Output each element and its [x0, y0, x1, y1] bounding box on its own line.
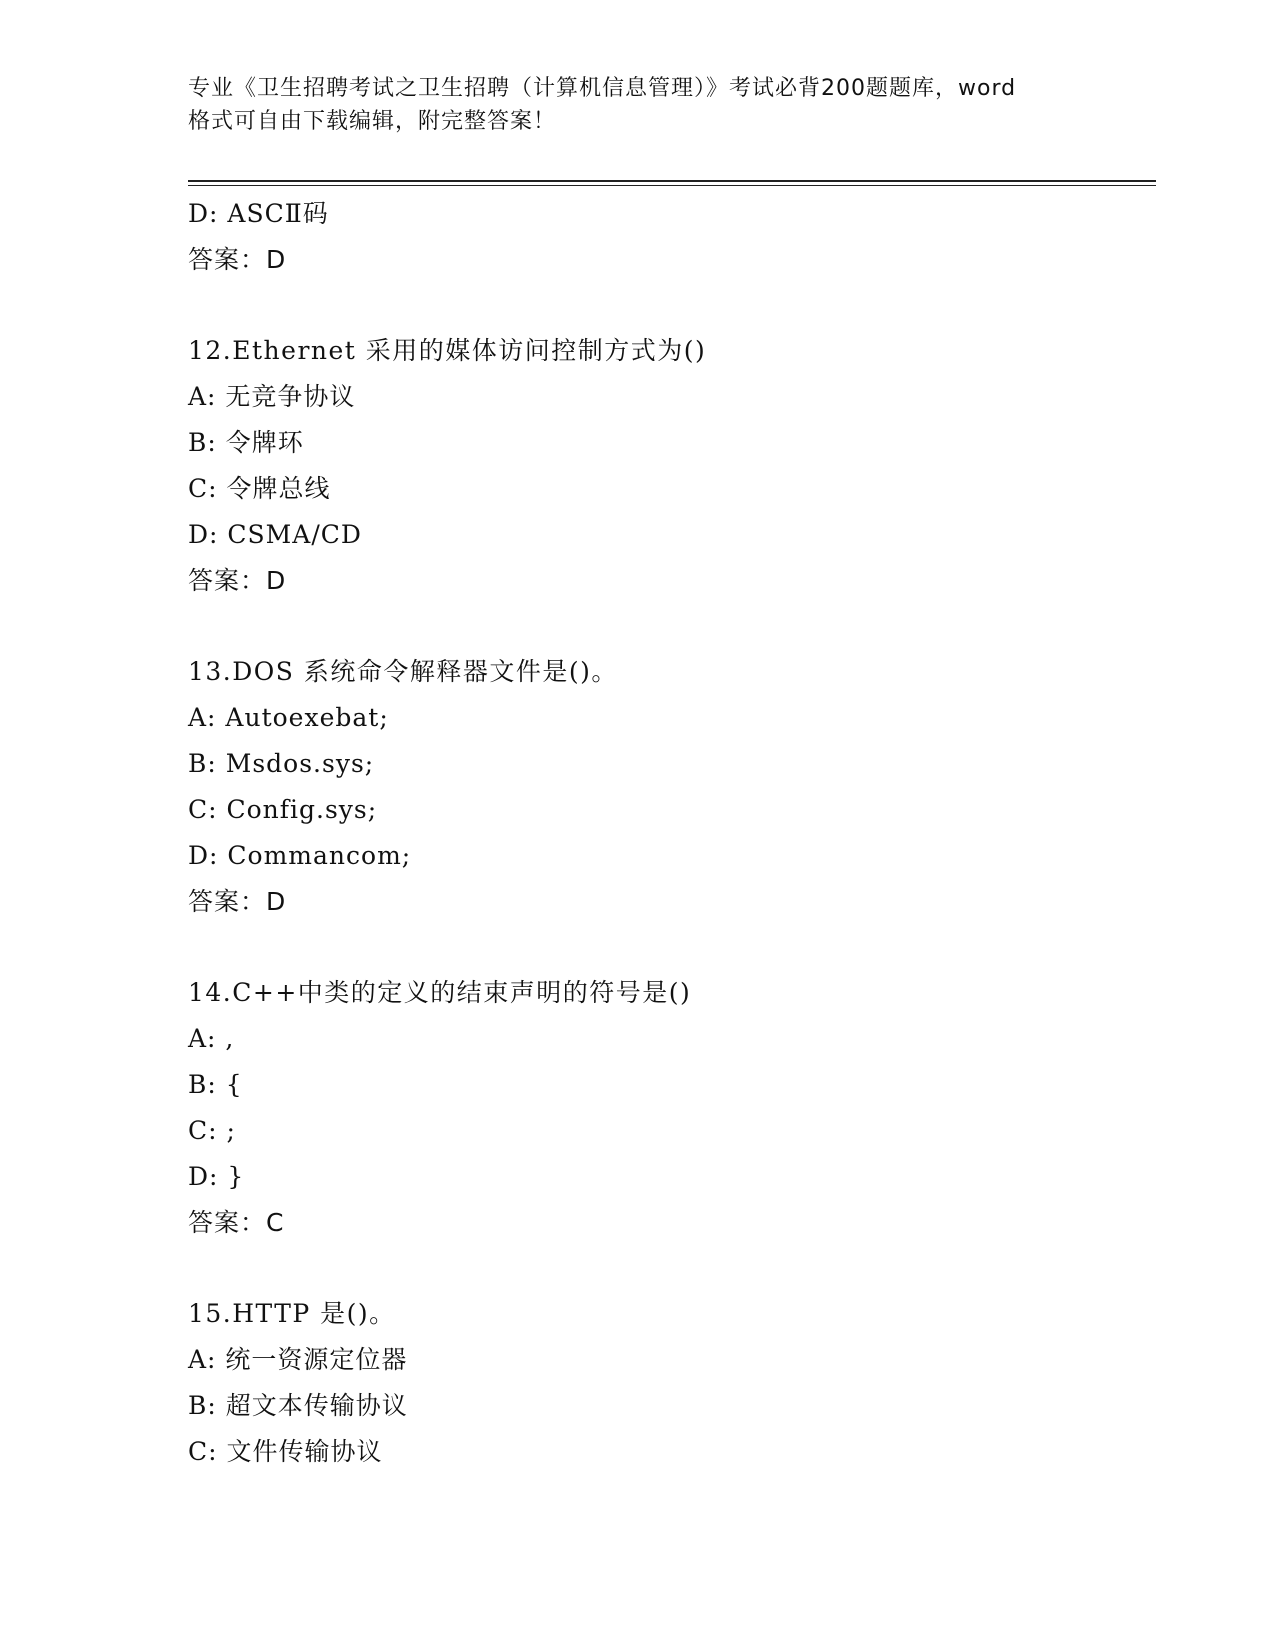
question-stem: 14.C++中类的定义的结束声明的符号是() [188, 978, 692, 1007]
answer-line: 答案：D [188, 887, 287, 916]
option-b: B: Msdos.sys; [188, 749, 375, 778]
option-c: C: ; [188, 1116, 236, 1145]
answer-line: 答案：D [188, 245, 287, 274]
spacer [188, 925, 1148, 970]
header-line-1: 专业《卫生招聘考试之卫生招聘（计算机信息管理）》考试必背200题题库，word [188, 76, 1017, 101]
option-a: A: 无竞争协议 [188, 382, 356, 411]
option-d: D: } [188, 1162, 245, 1191]
option-d: D: CSMA/CD [188, 520, 362, 549]
question-11-tail [188, 191, 1148, 283]
option-b: B: 超文本传输协议 [188, 1391, 408, 1420]
spacer [188, 604, 1148, 649]
header-divider-thick [188, 180, 1156, 182]
option-a: A: , [188, 1024, 235, 1053]
document-header [188, 72, 1088, 138]
spacer [188, 283, 1148, 328]
question-stem: 13.DOS 系统命令解释器文件是()。 [188, 657, 618, 686]
answer-line: 答案：D [188, 566, 287, 595]
question-stem: 15.HTTP 是()。 [188, 1299, 396, 1328]
answer-line: 答案：C [188, 1208, 285, 1237]
header-divider-thin [188, 185, 1156, 186]
header-line-2: 格式可自由下载编辑，附完整答案！ [188, 109, 557, 134]
option-c: C: 令牌总线 [188, 474, 331, 503]
option-d: D: ASCⅡ码 [188, 199, 329, 228]
spacer [188, 1246, 1148, 1291]
question-13 [188, 649, 1148, 925]
option-a: A: Autoexebat; [188, 703, 389, 732]
question-stem: 12.Ethernet 采用的媒体访问控制方式为() [188, 336, 707, 365]
option-c: C: Config.sys; [188, 795, 378, 824]
option-b: B: 令牌环 [188, 428, 304, 457]
option-a: A: 统一资源定位器 [188, 1345, 408, 1374]
question-15 [188, 1291, 1148, 1475]
question-list [188, 191, 1148, 1475]
question-14 [188, 970, 1148, 1246]
option-b: B: { [188, 1070, 243, 1099]
option-c: C: 文件传输协议 [188, 1437, 383, 1466]
option-d: D: Commancom; [188, 841, 412, 870]
question-12 [188, 328, 1148, 604]
